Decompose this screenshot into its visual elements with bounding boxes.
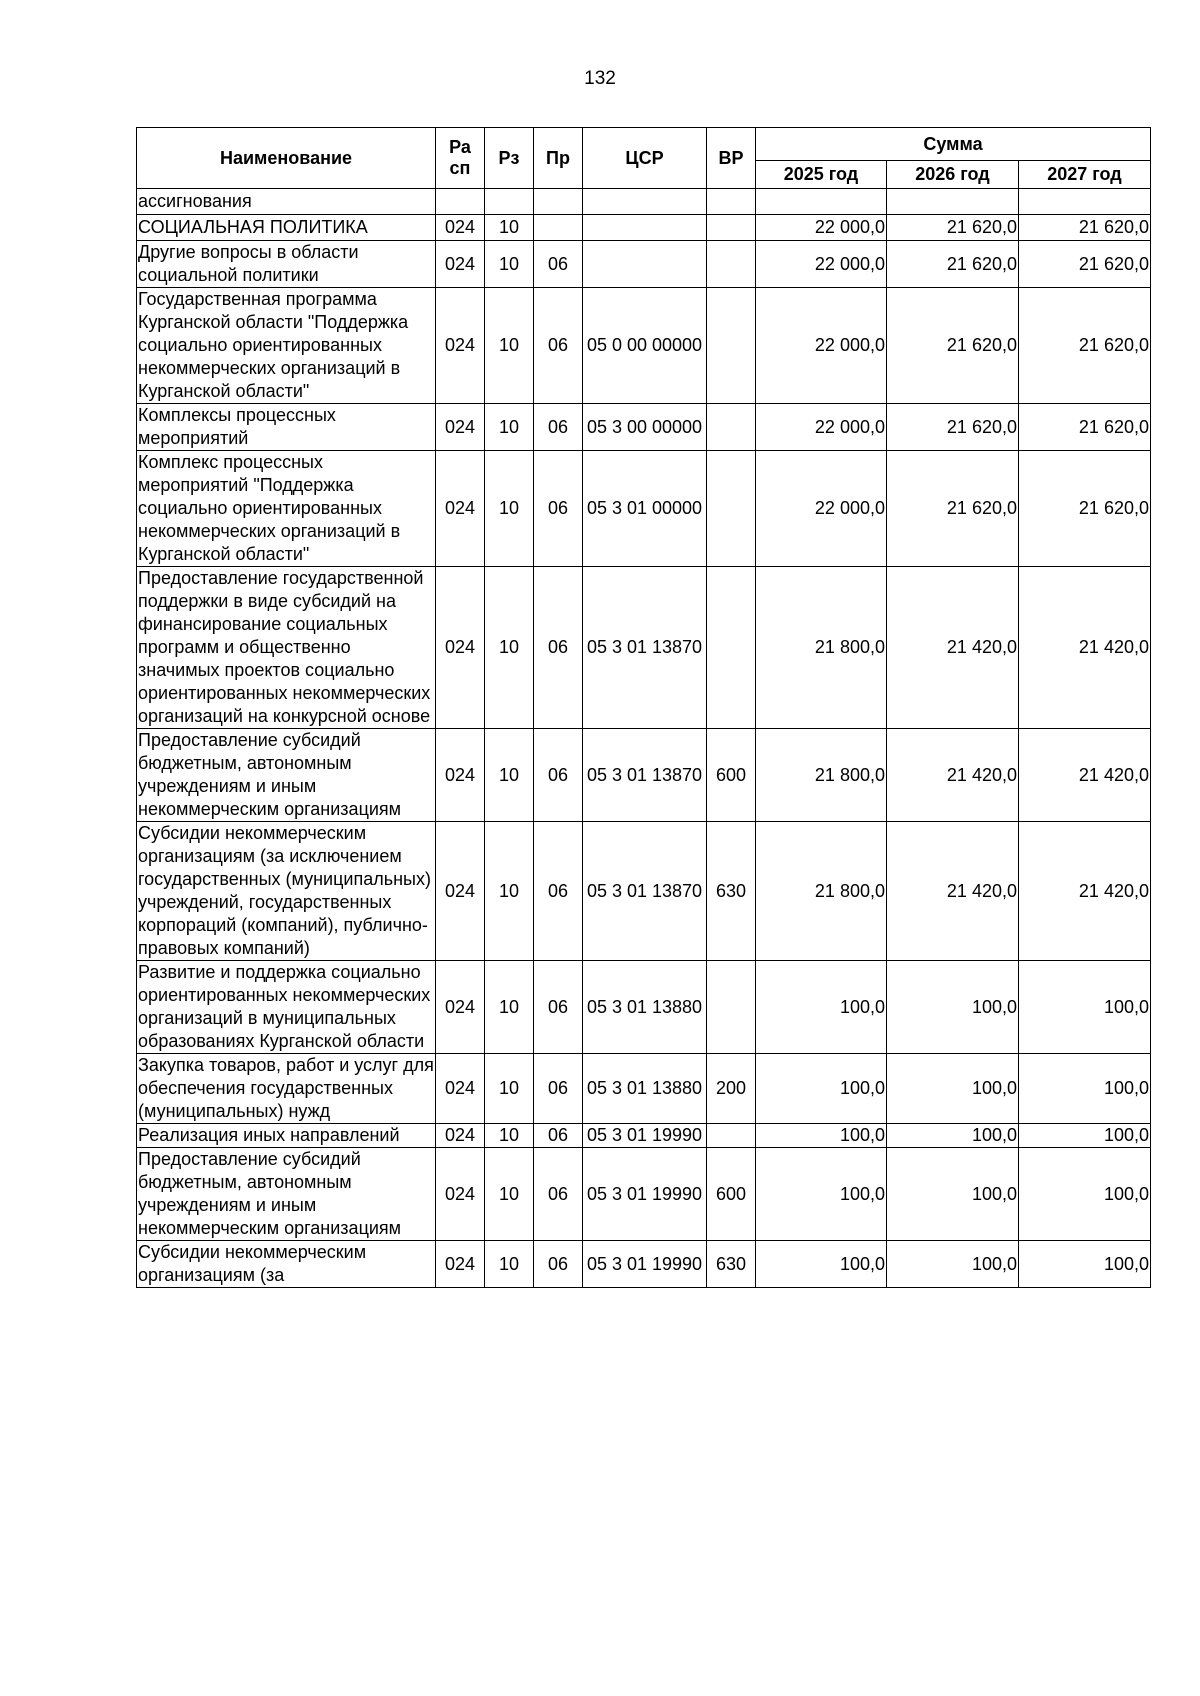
row-value-2025: 22 000,0: [756, 451, 887, 567]
row-vr: [707, 288, 756, 404]
row-csr: 05 3 01 13870: [583, 729, 707, 822]
row-vr: [707, 215, 756, 241]
row-rasp: 024: [436, 567, 485, 729]
row-name: Предоставление государственной поддержки в виде субсидий на финансирование социальных программ и общественно значимых проектов социально ориентированных некоммерческих организаций на конкурсной основе: [137, 567, 436, 729]
row-vr: [707, 451, 756, 567]
row-value-2026: 21 420,0: [887, 729, 1019, 822]
row-rasp: 024: [436, 729, 485, 822]
page-number: 132: [584, 68, 616, 89]
row-pr: 06: [534, 961, 583, 1054]
row-value-2027: 21 620,0: [1019, 288, 1151, 404]
header-vr: ВР: [707, 128, 756, 189]
row-value-2025: 100,0: [756, 961, 887, 1054]
row-value-2026: 100,0: [887, 1148, 1019, 1241]
row-value-2026: 100,0: [887, 961, 1019, 1054]
row-value-2026: 21 420,0: [887, 567, 1019, 729]
header-rasp-line2: сп: [449, 158, 471, 178]
row-value-2025: 100,0: [756, 1054, 887, 1124]
row-value-2027: 21 420,0: [1019, 567, 1151, 729]
header-pr: Пр: [534, 128, 583, 189]
table-row: [137, 961, 1151, 1054]
header-rz: Рз: [485, 128, 534, 189]
row-vr: [707, 189, 756, 215]
row-rasp: 024: [436, 241, 485, 288]
row-pr: 06: [534, 1054, 583, 1124]
row-rasp: 024: [436, 451, 485, 567]
table-row: [137, 404, 1151, 451]
row-vr: 600: [707, 1148, 756, 1241]
row-name: Государственная программа Курганской области "Поддержка социально ориентированных некоммерческих организаций в Курганской области": [137, 288, 436, 404]
row-pr: 06: [534, 822, 583, 961]
row-value-2025: 22 000,0: [756, 288, 887, 404]
row-rasp: 024: [436, 215, 485, 241]
row-vr: 200: [707, 1054, 756, 1124]
row-csr: 05 3 01 19990: [583, 1124, 707, 1148]
row-value-2026: 21 620,0: [887, 288, 1019, 404]
row-rz: 10: [485, 822, 534, 961]
row-value-2027: 100,0: [1019, 1054, 1151, 1124]
row-rz: 10: [485, 288, 534, 404]
row-value-2027: 100,0: [1019, 961, 1151, 1054]
row-csr: [583, 215, 707, 241]
row-csr: 05 3 01 00000: [583, 451, 707, 567]
table-row: [137, 241, 1151, 288]
row-name: ассигнования: [137, 189, 436, 215]
row-name: Субсидии некоммерческим организациям (за исключением государственных (муниципальных) учреждений, государственных корпораций (компаний), публично-правовых компаний): [137, 822, 436, 961]
row-value-2026: 100,0: [887, 1124, 1019, 1148]
row-value-2025: 22 000,0: [756, 404, 887, 451]
header-csr: ЦСР: [583, 128, 707, 189]
row-pr: 06: [534, 729, 583, 822]
row-value-2027: 21 620,0: [1019, 404, 1151, 451]
row-vr: [707, 241, 756, 288]
row-pr: [534, 215, 583, 241]
header-year-2025: 2025 год: [756, 161, 887, 189]
row-csr: 05 3 01 13870: [583, 822, 707, 961]
row-value-2026: 21 420,0: [887, 822, 1019, 961]
row-rz: 10: [485, 451, 534, 567]
row-value-2025: 100,0: [756, 1124, 887, 1148]
row-pr: 06: [534, 567, 583, 729]
row-rz: 10: [485, 215, 534, 241]
header-row: [137, 128, 1151, 161]
header-sum: Сумма: [756, 128, 1151, 161]
row-value-2025: [756, 189, 887, 215]
row-rasp: 024: [436, 1241, 485, 1288]
row-value-2025: 100,0: [756, 1148, 887, 1241]
row-value-2027: 21 420,0: [1019, 729, 1151, 822]
row-rz: 10: [485, 1148, 534, 1241]
row-value-2026: 100,0: [887, 1054, 1019, 1124]
row-name: Предоставление субсидий бюджетным, автономным учреждениям и иным некоммерческим организациям: [137, 1148, 436, 1241]
header-year-2027: 2027 год: [1019, 161, 1151, 189]
row-name: Комплекс процессных мероприятий "Поддержка социально ориентированных некоммерческих организаций в Курганской области": [137, 451, 436, 567]
table-row: [137, 189, 1151, 215]
row-name: Закупка товаров, работ и услуг для обеспечения государственных (муниципальных) нужд: [137, 1054, 436, 1124]
row-value-2027: 21 620,0: [1019, 241, 1151, 288]
row-value-2026: 21 620,0: [887, 215, 1019, 241]
row-rz: 10: [485, 961, 534, 1054]
row-value-2025: 100,0: [756, 1241, 887, 1288]
row-rasp: 024: [436, 961, 485, 1054]
header-year-2026: 2026 год: [887, 161, 1019, 189]
row-rasp: 024: [436, 404, 485, 451]
row-value-2027: 100,0: [1019, 1148, 1151, 1241]
row-value-2026: 21 620,0: [887, 451, 1019, 567]
row-name: СОЦИАЛЬНАЯ ПОЛИТИКА: [137, 215, 436, 241]
row-value-2027: 100,0: [1019, 1124, 1151, 1148]
budget-table: [136, 127, 1151, 1288]
row-rasp: 024: [436, 1054, 485, 1124]
row-rasp: 024: [436, 1148, 485, 1241]
row-vr: 630: [707, 822, 756, 961]
row-vr: [707, 961, 756, 1054]
row-value-2026: [887, 189, 1019, 215]
row-rz: 10: [485, 241, 534, 288]
table-row: [137, 729, 1151, 822]
table-row: [137, 822, 1151, 961]
row-pr: 06: [534, 1241, 583, 1288]
header-name: Наименование: [137, 128, 436, 189]
row-csr: 05 3 00 00000: [583, 404, 707, 451]
row-name: Реализация иных направлений: [137, 1124, 436, 1148]
header-rasp: [436, 128, 485, 189]
row-rz: 10: [485, 404, 534, 451]
row-rz: 10: [485, 567, 534, 729]
table-row: [137, 567, 1151, 729]
row-rasp: [436, 189, 485, 215]
table-row: [137, 215, 1151, 241]
row-value-2026: 100,0: [887, 1241, 1019, 1288]
row-value-2026: 21 620,0: [887, 404, 1019, 451]
row-value-2025: 21 800,0: [756, 729, 887, 822]
row-pr: 06: [534, 404, 583, 451]
row-vr: 630: [707, 1241, 756, 1288]
row-vr: 600: [707, 729, 756, 822]
row-rz: 10: [485, 729, 534, 822]
row-vr: [707, 404, 756, 451]
row-name: Развитие и поддержка социально ориентированных некоммерческих организаций в муниципальных образованиях Курганской области: [137, 961, 436, 1054]
row-value-2027: 21 620,0: [1019, 451, 1151, 567]
row-rasp: 024: [436, 288, 485, 404]
header-rasp-line1: Ра: [449, 137, 471, 157]
row-csr: [583, 189, 707, 215]
row-rz: 10: [485, 1241, 534, 1288]
row-rz: 10: [485, 1054, 534, 1124]
row-csr: 05 0 00 00000: [583, 288, 707, 404]
row-pr: 06: [534, 1124, 583, 1148]
row-value-2025: 22 000,0: [756, 215, 887, 241]
row-value-2027: 21 620,0: [1019, 215, 1151, 241]
row-csr: 05 3 01 13870: [583, 567, 707, 729]
row-rasp: 024: [436, 822, 485, 961]
row-pr: 06: [534, 288, 583, 404]
table-row: [137, 451, 1151, 567]
row-value-2027: [1019, 189, 1151, 215]
row-name: Комплексы процессных мероприятий: [137, 404, 436, 451]
row-vr: [707, 1124, 756, 1148]
row-rz: [485, 189, 534, 215]
row-rasp: 024: [436, 1124, 485, 1148]
row-value-2026: 21 620,0: [887, 241, 1019, 288]
row-name: Другие вопросы в области социальной политики: [137, 241, 436, 288]
row-pr: 06: [534, 451, 583, 567]
table-row: [137, 1054, 1151, 1124]
row-pr: 06: [534, 241, 583, 288]
row-value-2025: 21 800,0: [756, 822, 887, 961]
row-csr: 05 3 01 13880: [583, 961, 707, 1054]
row-value-2025: 21 800,0: [756, 567, 887, 729]
row-pr: 06: [534, 1148, 583, 1241]
row-value-2027: 21 420,0: [1019, 822, 1151, 961]
row-name: Предоставление субсидий бюджетным, автономным учреждениям и иным некоммерческим организациям: [137, 729, 436, 822]
table-row: [137, 288, 1151, 404]
row-value-2027: 100,0: [1019, 1241, 1151, 1288]
row-rz: 10: [485, 1124, 534, 1148]
row-vr: [707, 567, 756, 729]
table-row: [137, 1148, 1151, 1241]
row-pr: [534, 189, 583, 215]
row-csr: [583, 241, 707, 288]
row-name: Субсидии некоммерческим организациям (за: [137, 1241, 436, 1288]
table-row: [137, 1241, 1151, 1288]
table-row: [137, 1124, 1151, 1148]
row-value-2025: 22 000,0: [756, 241, 887, 288]
row-csr: 05 3 01 19990: [583, 1148, 707, 1241]
row-csr: 05 3 01 13880: [583, 1054, 707, 1124]
row-csr: 05 3 01 19990: [583, 1241, 707, 1288]
